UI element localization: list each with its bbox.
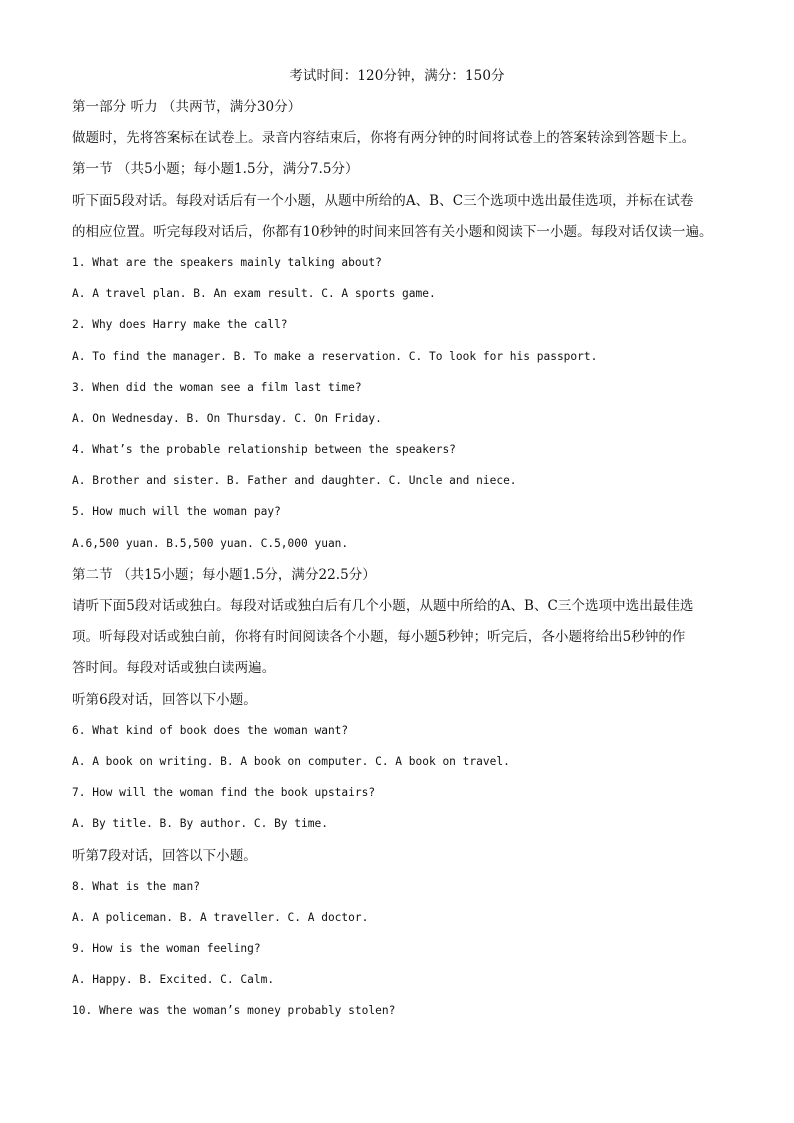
question-line: A. A travel plan. B. An exam result. C. A sports game. [72,287,436,301]
question-line: 7. How will the woman find the book upstairs? [72,786,376,800]
question-line: A. By title. B. By author. C. By time. [72,817,328,831]
question-line: 3. When did the woman see a film last time? [72,380,362,394]
instruction-line: 答时间。每段对话或独白读两遍。 [72,660,276,677]
question-line: 4. What’s the probable relationship between the speakers? [72,443,456,457]
instruction-line: 请听下面5段对话或独白。每段对话或独白后有几个小题，从题中所给的A、B、C三个选项中选出最佳选 [72,598,694,614]
question-line: 10. Where was the woman’s money probably stolen? [72,1004,396,1018]
question-line: 9. How is the woman feeling? [72,942,261,956]
question-line: A. On Wednesday. B. On Thursday. C. On Friday. [72,411,382,425]
instruction-line: 第一节 （共5小题；每小题1.5分，满分7.5分） [72,161,359,178]
question-line: 2. Why does Harry make the call? [72,318,288,332]
exam-header: 考试时间：120分钟，满分：150分 [289,68,505,84]
question-line: A. A book on writing. B. A book on computer. C. A book on travel. [72,754,510,768]
question-line: 8. What is the man? [72,879,200,893]
instruction-line: 项。听每段对话或独白前，你将有时间阅读各个小题，每小题5秒钟；听完后，各小题将给出5秒钟的作 [72,629,686,646]
instruction-line: 听第7段对话，回答以下小题。 [72,847,257,864]
question-line: 5. How much will the woman pay? [72,505,281,519]
question-line: 6. What kind of book does the woman want? [72,723,349,737]
instruction-line: 的相应位置。听完每段对话后，你都有10秒钟的时间来回答有关小题和阅读下一小题。每段对话仅读一遍。 [72,223,713,240]
question-line: A. Brother and sister. B. Father and daughter. C. Uncle and niece. [72,474,517,488]
question-line: A. To find the manager. B. To make a reservation. C. To look for his passport. [72,349,598,363]
instruction-line: 第一部分 听力 （共两节，满分30分） [72,99,302,115]
instruction-line: 听下面5段对话。每段对话后有一个小题，从题中所给的A、B、C三个选项中选出最佳选项，并标在试卷 [72,192,694,209]
instruction-line: 做题时，先将答案标在试卷上。录音内容结束后，你将有两分钟的时间将试卷上的答案转涂到答题卡上。 [72,130,696,147]
question-line: 1. What are the speakers mainly talking about? [72,255,382,269]
instruction-line: 听第6段对话，回答以下小题。 [72,691,257,708]
question-line: A. A policeman. B. A traveller. C. A doctor. [72,910,369,924]
question-line: A.6,500 yuan. B.5,500 yuan. C.5,000 yuan. [72,536,349,550]
instruction-line: 第二节 （共15小题；每小题1.5分，满分22.5分） [72,566,376,583]
exam-body [72,97,724,1033]
question-line: A. Happy. B. Excited. C. Calm. [72,973,275,987]
